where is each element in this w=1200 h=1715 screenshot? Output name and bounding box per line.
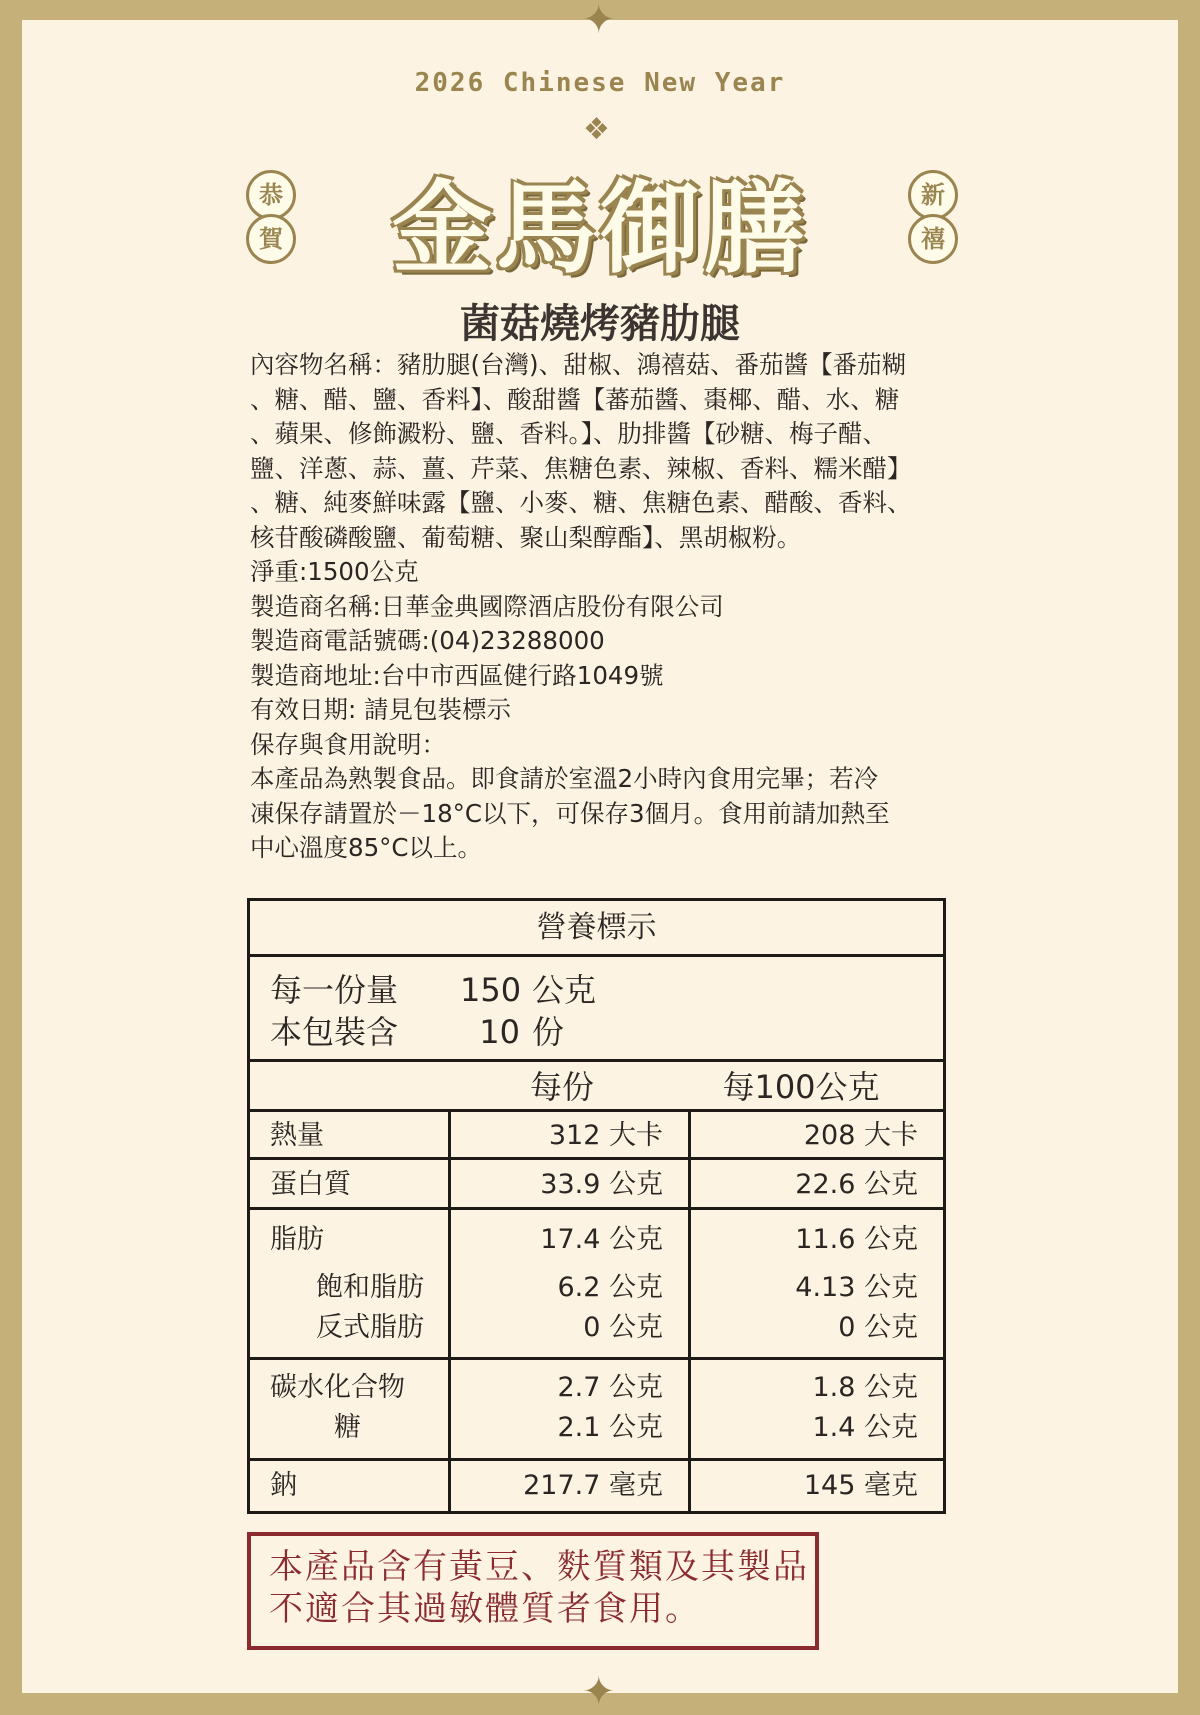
nutrient-per-serving: 217.7 毫克 [451, 1461, 691, 1511]
nutrient-per-serving: 17.4 公克 [540, 1224, 663, 1255]
storage-line: 本產品為熟製食品。即食請於室溫2小時內食用完畢；若冷 [250, 764, 879, 793]
serving-unit: 公克 [532, 971, 597, 1009]
table-row [250, 1210, 943, 1360]
nutrient-name: 反式脂肪 [316, 1312, 424, 1343]
nutrient-per-100g: 1.8 公克 [812, 1372, 918, 1403]
nutrient-per-100g: 208 大卡 [803, 1120, 918, 1151]
ingredients-line: 核苷酸磷酸鹽、葡萄糖、聚山梨醇酯】、黑胡椒粉。 [250, 522, 802, 552]
nutrient-per-100g: 1.4 公克 [812, 1412, 918, 1443]
nutrient-per-serving: 312 大卡 [451, 1112, 691, 1157]
nutrient-per-serving: 0 公克 [583, 1312, 663, 1343]
nutrient-per-serving: 2.1 公克 [557, 1412, 663, 1443]
nutrient-per-100g: 22.6 公克 [795, 1169, 918, 1200]
table-row [250, 1360, 943, 1461]
allergy-warning [247, 1532, 819, 1650]
seal-right-top: 新 [908, 170, 958, 220]
nutrient-name: 飽和脂肪 [316, 1272, 424, 1303]
ingredients-line: 、糖、醋、鹽、香料】、酸甜醬【蕃茄醬、棗椰、醋、水、糖 [250, 384, 900, 414]
top-sparkle-icon: ✦ [582, 0, 616, 43]
nutrient-name: 脂肪 [270, 1224, 324, 1255]
nutrient-per-100g: 4.13 公克 [795, 1272, 918, 1303]
flower-icon: ❖ [583, 112, 610, 147]
nutrient-name: 碳水化合物 [270, 1372, 405, 1403]
seal-left-bottom: 賀 [246, 214, 296, 264]
manufacturer-address: 製造商地址:台中市西區健行路1049號 [250, 660, 664, 690]
subtitle-english: 2026 Chinese New Year [414, 68, 786, 98]
pack-unit: 份 [532, 1013, 565, 1051]
ingredients-line: 內容物名稱：豬肋腿(台灣)、甜椒、鴻禧菇、番茄醬【番茄糊 [250, 350, 907, 379]
serving-value: 150 [460, 971, 522, 1009]
nutrient-name: 糖 [334, 1412, 361, 1443]
allergy-line: 不適合其過敏體質者食用。 [269, 1589, 701, 1629]
pack-value: 10 [479, 1013, 520, 1051]
nutrition-title: 營養標示 [536, 910, 657, 945]
nutrient-per-serving: 6.2 公克 [557, 1272, 663, 1303]
nutrient-per-100g: 11.6 公克 [795, 1224, 918, 1255]
product-title: 菌菇燒烤豬肋腿 [460, 301, 740, 347]
col-per-serving: 每份 [529, 1068, 594, 1106]
net-weight: 淨重:1500公克 [250, 557, 419, 586]
nutrient-per-serving: 2.7 公克 [557, 1372, 663, 1403]
seal-right-bottom: 禧 [908, 214, 958, 264]
brand-logo: 金馬御膳 [392, 169, 808, 287]
manufacturer-phone: 製造商電話號碼:(04)23288000 [250, 626, 605, 655]
table-row [250, 1461, 943, 1511]
ingredients-line: 、糖、純麥鮮味露【鹽、小麥、糖、焦糖色素、醋酸、香料、 [250, 488, 912, 517]
ingredients-line: 鹽、洋蔥、蒜、薑、芹菜、焦糖色素、辣椒、香料、糯米醋】 [250, 453, 912, 483]
manufacturer-name: 製造商名稱:日華金典國際酒店股份有限公司 [250, 591, 724, 621]
expiry-date: 有效日期: 請見包裝標示 [250, 695, 512, 724]
nutrient-name: 熱量 [250, 1112, 451, 1157]
nutrient-per-serving: 33.9 公克 [451, 1160, 691, 1207]
nutrient-name: 鈉 [250, 1461, 451, 1511]
serving-label: 每一份量 [270, 971, 399, 1009]
ingredients-line: 、蘋果、修飾澱粉、鹽、香料。】、肋排醬【砂糖、梅子醋、 [250, 419, 887, 448]
serving-info [250, 957, 596, 1059]
storage-title: 保存與食用說明： [250, 729, 446, 759]
storage-line: 中心溫度85°C以上。 [250, 833, 483, 862]
pack-label: 本包裝含 [270, 1013, 399, 1051]
col-per-100g: 每100公克 [722, 1068, 880, 1106]
product-info [250, 348, 960, 866]
table-row [250, 1160, 943, 1210]
bottom-sparkle-icon: ✦ [582, 1669, 616, 1715]
storage-line: 凍保存請置於－18°C以下，可保存3個月。食用前請加熱至 [250, 798, 890, 828]
nutrient-name: 蛋白質 [250, 1160, 451, 1207]
nutrient-per-100g: 145 毫克 [803, 1470, 918, 1501]
nutrition-table [247, 898, 946, 1514]
allergy-line: 本產品含有黃豆、麩質類及其製品 [269, 1547, 809, 1587]
table-row [250, 1112, 943, 1160]
nutrient-per-100g: 0 公克 [838, 1312, 918, 1343]
seal-left-top: 恭 [246, 170, 296, 220]
